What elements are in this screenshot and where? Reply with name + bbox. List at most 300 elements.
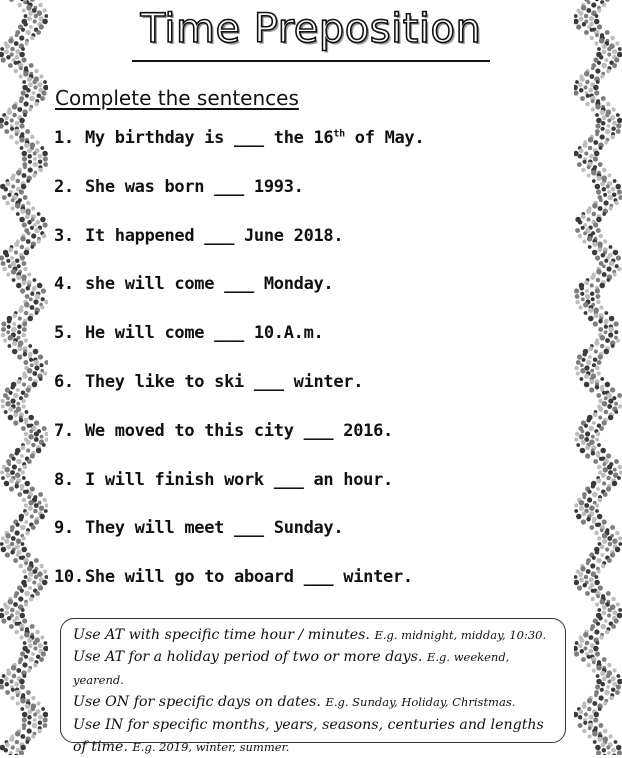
border-dot (7, 325, 11, 329)
border-dot (29, 297, 33, 301)
border-dot (24, 311, 29, 316)
right-dotted-border (574, 0, 622, 755)
rules-box (60, 618, 566, 756)
border-dot (29, 63, 34, 68)
border-dot (31, 233, 36, 238)
border-dot (10, 206, 14, 210)
border-dot (8, 415, 14, 421)
border-dot (613, 668, 617, 672)
border-dot (2, 195, 7, 200)
border-dot (31, 525, 36, 530)
border-dot (15, 132, 19, 136)
border-dot (30, 0, 35, 2)
border-dot (37, 283, 43, 289)
border-dot (594, 712, 600, 718)
border-dot (596, 594, 600, 598)
border-dot (595, 294, 600, 299)
border-dot (584, 503, 589, 508)
border-dot (28, 434, 34, 440)
border-dot (41, 707, 45, 711)
border-dot (592, 701, 597, 706)
border-dot (588, 346, 593, 351)
border-dot (576, 443, 580, 447)
border-dot (606, 184, 610, 188)
ordinal-suffix: th (333, 128, 345, 140)
border-dot (591, 107, 595, 111)
border-dot (11, 198, 15, 202)
border-dot (0, 613, 4, 619)
border-dot (594, 313, 599, 318)
border-dot (575, 641, 579, 645)
border-dot (16, 388, 20, 392)
border-dot (7, 193, 11, 197)
border-dot (583, 721, 587, 725)
border-dot (19, 99, 23, 103)
border-dot (614, 330, 618, 334)
border-dot (22, 382, 26, 386)
border-dot (598, 327, 603, 332)
border-dot (15, 203, 21, 209)
border-dot (19, 118, 25, 124)
border-dot (20, 454, 24, 458)
border-dot (591, 597, 596, 602)
border-dot (596, 558, 602, 564)
border-dot (0, 470, 4, 474)
border-dot (596, 278, 601, 283)
border-dot (10, 528, 14, 532)
border-dot (595, 132, 599, 136)
border-dot (602, 748, 607, 753)
border-dot (596, 487, 600, 491)
border-dot (28, 167, 33, 172)
border-dot (614, 402, 618, 406)
border-dot (34, 69, 39, 74)
border-dot (612, 538, 618, 544)
sentence-text: They will meet ___ Sunday. (85, 518, 344, 539)
border-dot (20, 734, 25, 739)
border-dot (604, 619, 608, 623)
border-dot (10, 385, 15, 390)
border-dot (574, 651, 579, 656)
border-dot (16, 701, 20, 705)
border-dot (611, 748, 616, 753)
border-dot (31, 734, 35, 738)
border-dot (592, 212, 597, 217)
border-dot (601, 63, 607, 69)
border-dot (588, 146, 593, 151)
border-dot (595, 255, 600, 260)
border-dot (1, 476, 5, 480)
border-dot (23, 0, 27, 4)
border-dot (19, 418, 24, 423)
border-dot (12, 313, 17, 318)
border-dot (20, 487, 24, 491)
border-dot (38, 715, 43, 720)
border-dot (4, 610, 9, 615)
border-dot (577, 162, 582, 167)
border-dot (22, 80, 26, 84)
border-dot (20, 245, 25, 250)
border-dot (1, 333, 6, 338)
border-dot (595, 602, 599, 606)
border-dot (595, 68, 600, 73)
border-dot (591, 484, 596, 489)
border-dot (606, 674, 611, 679)
border-dot (587, 497, 592, 502)
border-dot (617, 393, 622, 398)
border-dot (614, 410, 618, 414)
border-dot (38, 492, 43, 497)
border-dot (592, 242, 597, 247)
border-dot (10, 256, 14, 260)
border-dot (600, 335, 606, 341)
page-title: Time Preposition (140, 6, 482, 52)
border-dot (604, 200, 609, 205)
border-dot (608, 470, 613, 475)
border-dot (14, 250, 18, 254)
border-dot (574, 509, 578, 513)
border-dot (609, 261, 615, 267)
border-dot (605, 630, 610, 635)
border-dot (592, 203, 598, 209)
border-dot (595, 684, 600, 689)
border-dot (24, 302, 30, 308)
border-dot (24, 393, 29, 398)
border-dot (13, 393, 19, 399)
border-dot (599, 55, 604, 60)
border-dot (44, 641, 48, 645)
sentence-number: 7. (54, 420, 74, 441)
border-dot (40, 217, 46, 223)
border-dot (602, 533, 608, 539)
border-dot (34, 102, 39, 107)
border-dot (27, 668, 31, 672)
border-dot (9, 624, 14, 629)
border-dot (35, 311, 39, 315)
border-dot (41, 90, 46, 95)
border-dot (607, 663, 612, 668)
border-dot (16, 538, 22, 544)
border-dot (598, 354, 603, 359)
border-dot (594, 90, 599, 95)
border-dot (10, 550, 15, 555)
border-dot (28, 107, 32, 111)
border-dot (613, 250, 619, 256)
border-dot (5, 253, 10, 257)
border-dot (610, 135, 615, 140)
border-dot (6, 671, 11, 676)
border-dot (586, 209, 591, 214)
border-dot (600, 528, 604, 532)
border-dot (25, 740, 29, 744)
border-dot (585, 591, 590, 596)
border-dot (25, 704, 30, 709)
border-dot (34, 503, 39, 508)
border-dot (586, 94, 590, 98)
sentence-7 (54, 421, 574, 470)
border-dot (11, 327, 17, 333)
border-dot (611, 687, 616, 692)
border-dot (11, 269, 17, 275)
border-dot (595, 437, 599, 441)
border-dot (592, 556, 596, 560)
border-dot (20, 707, 24, 711)
border-dot (580, 649, 585, 654)
border-dot (614, 321, 619, 326)
border-dot (45, 432, 48, 437)
border-dot (594, 629, 599, 634)
border-dot (30, 486, 35, 491)
border-dot (605, 547, 609, 551)
border-dot (591, 99, 595, 103)
border-dot (19, 217, 25, 223)
border-dot (34, 558, 39, 563)
border-dot (26, 387, 31, 392)
border-dot (22, 536, 26, 540)
border-dot (586, 561, 590, 565)
border-dot (27, 566, 33, 572)
border-dot (596, 228, 601, 233)
border-dot (607, 679, 611, 683)
border-dot (21, 470, 25, 474)
border-dot (580, 286, 585, 291)
border-dot (39, 657, 44, 662)
border-dot (9, 0, 14, 2)
border-dot (611, 597, 616, 602)
border-dot (600, 688, 604, 692)
border-dot (7, 110, 12, 115)
border-dot (40, 146, 44, 150)
border-dot (28, 572, 33, 577)
border-dot (597, 360, 602, 365)
border-dot (43, 162, 48, 167)
border-dot (616, 745, 622, 751)
border-dot (583, 632, 589, 638)
border-dot (610, 525, 615, 530)
border-dot (10, 608, 15, 613)
border-dot (22, 712, 28, 718)
border-dot (608, 398, 613, 403)
border-dot (607, 536, 612, 541)
border-dot (22, 404, 26, 408)
border-dot (30, 363, 34, 367)
border-dot (607, 124, 611, 128)
border-dot (27, 709, 32, 714)
border-dot (584, 712, 588, 716)
border-dot (24, 655, 28, 659)
border-dot (5, 401, 11, 407)
border-dot (617, 52, 622, 58)
border-dot (11, 184, 15, 188)
border-dot (39, 74, 43, 78)
border-dot (618, 536, 622, 540)
border-dot (582, 704, 587, 709)
border-dot (611, 624, 616, 629)
border-dot (596, 269, 602, 275)
border-dot (612, 610, 617, 615)
border-dot (592, 731, 598, 737)
border-dot (593, 222, 598, 227)
border-dot (600, 377, 604, 381)
border-dot (28, 586, 32, 590)
border-dot (28, 415, 34, 421)
border-dot (16, 275, 21, 280)
border-dot (602, 391, 606, 395)
border-dot (40, 635, 44, 639)
border-dot (29, 429, 33, 433)
border-dot (615, 531, 620, 536)
border-dot (596, 432, 601, 437)
border-dot (580, 368, 586, 374)
border-dot (37, 212, 41, 216)
border-dot (595, 575, 599, 579)
border-dot (37, 701, 41, 705)
border-dot (595, 123, 600, 128)
border-dot (574, 580, 579, 586)
border-dot (21, 547, 27, 553)
border-dot (602, 212, 606, 216)
border-dot (27, 77, 32, 82)
border-dot (22, 498, 27, 503)
border-dot (4, 748, 9, 753)
border-dot (33, 223, 37, 227)
border-dot (22, 151, 28, 157)
border-dot (602, 187, 607, 192)
border-dot (27, 154, 32, 159)
border-dot (25, 410, 29, 414)
border-dot (33, 85, 37, 89)
border-dot (581, 168, 586, 173)
border-dot (602, 657, 607, 662)
border-dot (616, 684, 621, 689)
border-dot (596, 217, 602, 223)
border-dot (611, 676, 616, 681)
border-dot (16, 459, 22, 465)
border-dot (595, 523, 599, 527)
border-dot (586, 360, 592, 366)
sentence-8 (54, 470, 574, 519)
border-dot (43, 371, 47, 375)
border-dot (0, 608, 4, 612)
border-dot (44, 509, 48, 513)
border-dot (600, 671, 605, 676)
sentence-text: We moved to this city ___ 2016. (85, 420, 393, 441)
border-dot (9, 486, 14, 491)
border-dot (585, 445, 590, 450)
border-dot (585, 294, 591, 300)
border-dot (32, 173, 36, 177)
border-dot (27, 220, 32, 225)
border-dot (24, 511, 29, 516)
border-dot (618, 608, 622, 612)
border-dot (592, 492, 598, 498)
border-dot (602, 272, 607, 277)
border-dot (42, 234, 47, 239)
border-dot (39, 377, 43, 381)
border-dot (576, 371, 580, 375)
border-dot (600, 344, 605, 349)
border-dot (602, 481, 606, 485)
border-dot (27, 316, 33, 322)
border-dot (30, 305, 35, 310)
border-dot (15, 530, 20, 535)
border-dot (31, 652, 35, 656)
border-dot (578, 154, 583, 159)
border-dot (607, 751, 611, 755)
border-dot (41, 651, 46, 656)
border-dot (9, 135, 14, 140)
border-dot (602, 539, 607, 544)
border-dot (578, 709, 583, 714)
rule-example: E.g. Sunday, Holiday, Christmas. (325, 695, 516, 710)
border-dot (17, 492, 22, 497)
border-dot (27, 148, 32, 153)
border-dot (24, 591, 30, 597)
border-dot (12, 104, 18, 110)
border-dot (608, 415, 614, 421)
border-dot (16, 402, 20, 406)
border-dot (589, 577, 594, 582)
border-dot (589, 715, 594, 720)
border-dot (17, 324, 22, 329)
border-dot (19, 74, 23, 78)
border-dot (17, 330, 21, 334)
border-dot (0, 542, 4, 546)
border-dot (614, 740, 618, 744)
rule-example: E.g. weekend, yearend. (73, 650, 510, 687)
border-dot (584, 71, 590, 77)
border-dot (27, 231, 31, 235)
border-dot (4, 187, 9, 192)
border-dot (11, 665, 17, 671)
border-dot (26, 88, 31, 93)
border-dot (34, 420, 39, 425)
border-dot (574, 437, 578, 441)
border-dot (32, 723, 38, 729)
border-dot (602, 264, 606, 268)
border-dot (33, 349, 39, 355)
border-dot (0, 52, 4, 58)
border-dot (588, 726, 592, 730)
border-dot (43, 85, 48, 91)
title-underline (132, 60, 490, 62)
border-dot (15, 610, 20, 615)
border-dot (34, 519, 39, 524)
sentence-10 (54, 567, 574, 616)
border-dot (18, 316, 22, 320)
border-dot (591, 170, 597, 176)
border-dot (588, 316, 594, 322)
border-dot (38, 585, 43, 590)
border-dot (575, 80, 579, 84)
border-dot (592, 250, 598, 256)
border-dot (31, 443, 36, 448)
border-dot (1, 261, 6, 266)
border-dot (14, 121, 19, 126)
border-dot (581, 440, 586, 445)
border-dot (613, 179, 617, 183)
border-dot (20, 236, 26, 242)
border-dot (20, 627, 24, 631)
border-dot (8, 599, 14, 605)
border-dot (593, 140, 598, 145)
border-dot (611, 126, 616, 131)
sentence-text: I will finish work ___ an hour. (85, 469, 393, 490)
border-dot (40, 305, 44, 309)
border-dot (13, 558, 18, 563)
border-dot (20, 745, 26, 751)
border-dot (23, 165, 27, 169)
